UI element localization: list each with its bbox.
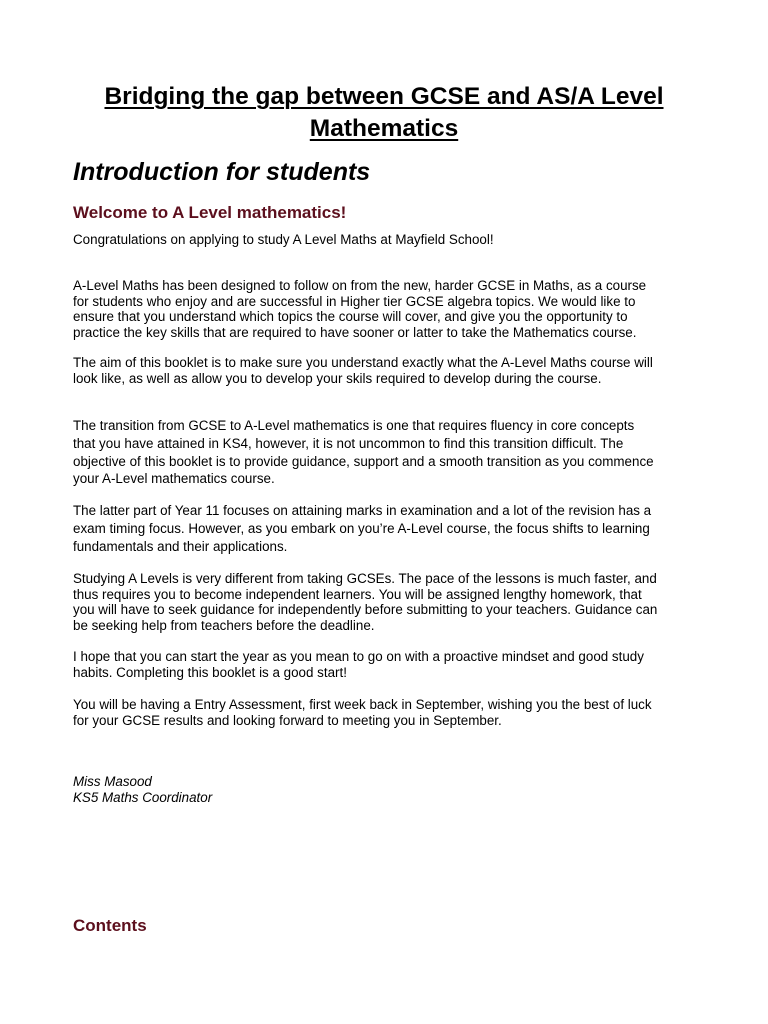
- paragraph-line: practice the key skills that are required to have sooner or latter to take the Mathematics course.: [73, 324, 637, 340]
- paragraph-line: A-Level Maths has been designed to follow on from the new, harder GCSE in Maths, as a course: [73, 278, 647, 293]
- paragraph-entry-assessment: [73, 697, 703, 728]
- paragraph-line: be seeking help from teachers before the deadline.: [73, 617, 375, 633]
- paragraph-course-overview: [73, 278, 703, 340]
- paragraph-line: I hope that you can start the year as you mean to go on with a proactive mindset and good study: [73, 649, 644, 664]
- signature-name: Miss Masood: [73, 774, 152, 789]
- paragraph-line: Congratulations on applying to study A Level Maths at Mayfield School!: [73, 232, 494, 247]
- document-title: Bridging the gap between GCSE and AS/A Level Mathematics: [104, 83, 664, 142]
- paragraph-transition: [73, 417, 703, 488]
- signature-role: KS5 Maths Coordinator: [73, 790, 213, 805]
- paragraph-line: Studying A Levels is very different from taking GCSEs. The pace of the lessons is much faster, and: [73, 571, 657, 586]
- contents-heading: Contents: [73, 916, 147, 935]
- paragraph-line: that you have attained in KS4, however, it is not uncommon to find this transition difficult. The: [73, 435, 624, 451]
- paragraph-year-11: [73, 502, 703, 555]
- welcome-heading: Welcome to A Level mathematics!: [73, 203, 347, 222]
- paragraph-line: thus requires you to become independent learners. You will be assigned lengthy homework, that: [73, 586, 642, 602]
- paragraph-line: exam timing focus. However, as you embark on you’re A-Level course, the focus shifts to learning: [73, 520, 650, 536]
- paragraph-booklet-aim: [73, 355, 703, 386]
- intro-heading: Introduction for students: [73, 158, 371, 186]
- paragraph-mindset: [73, 649, 703, 680]
- paragraph-line: your A-Level mathematics course.: [73, 471, 275, 487]
- paragraph-line: You will be having a Entry Assessment, first week back in September, wishing you the best of luck: [73, 697, 652, 712]
- paragraph-line: fundamentals and their applications.: [73, 538, 288, 554]
- paragraph-line: ensure that you understand which topics the course will cover, and give you the opportunity to: [73, 309, 628, 325]
- paragraph-line: The transition from GCSE to A-Level mathematics is one that requires fluency in core concepts: [73, 418, 635, 433]
- paragraph-line: The latter part of Year 11 focuses on attaining marks in examination and a lot of the revision has a: [73, 503, 652, 518]
- paragraph-congratulations: [73, 232, 703, 248]
- paragraph-line: for your GCSE results and looking forward to meeting you in September.: [73, 712, 502, 728]
- paragraph-line: The aim of this booklet is to make sure you understand exactly what the A-Level Maths course will: [73, 355, 653, 370]
- paragraph-line: habits. Completing this booklet is a good start!: [73, 664, 347, 680]
- paragraph-studying-a-levels: [73, 571, 703, 633]
- paragraph-line: look like, as well as allow you to develop your skils required to develop during the course.: [73, 370, 602, 386]
- paragraph-line: objective of this booklet is to provide guidance, support and a smooth transition as you commence: [73, 453, 654, 469]
- paragraph-line: for students who enjoy and are successful in Higher tier GCSE algebra topics. We would like to: [73, 293, 636, 309]
- paragraph-line: you will have to seek guidance for independently before submitting to your teachers. Guidance can: [73, 602, 658, 618]
